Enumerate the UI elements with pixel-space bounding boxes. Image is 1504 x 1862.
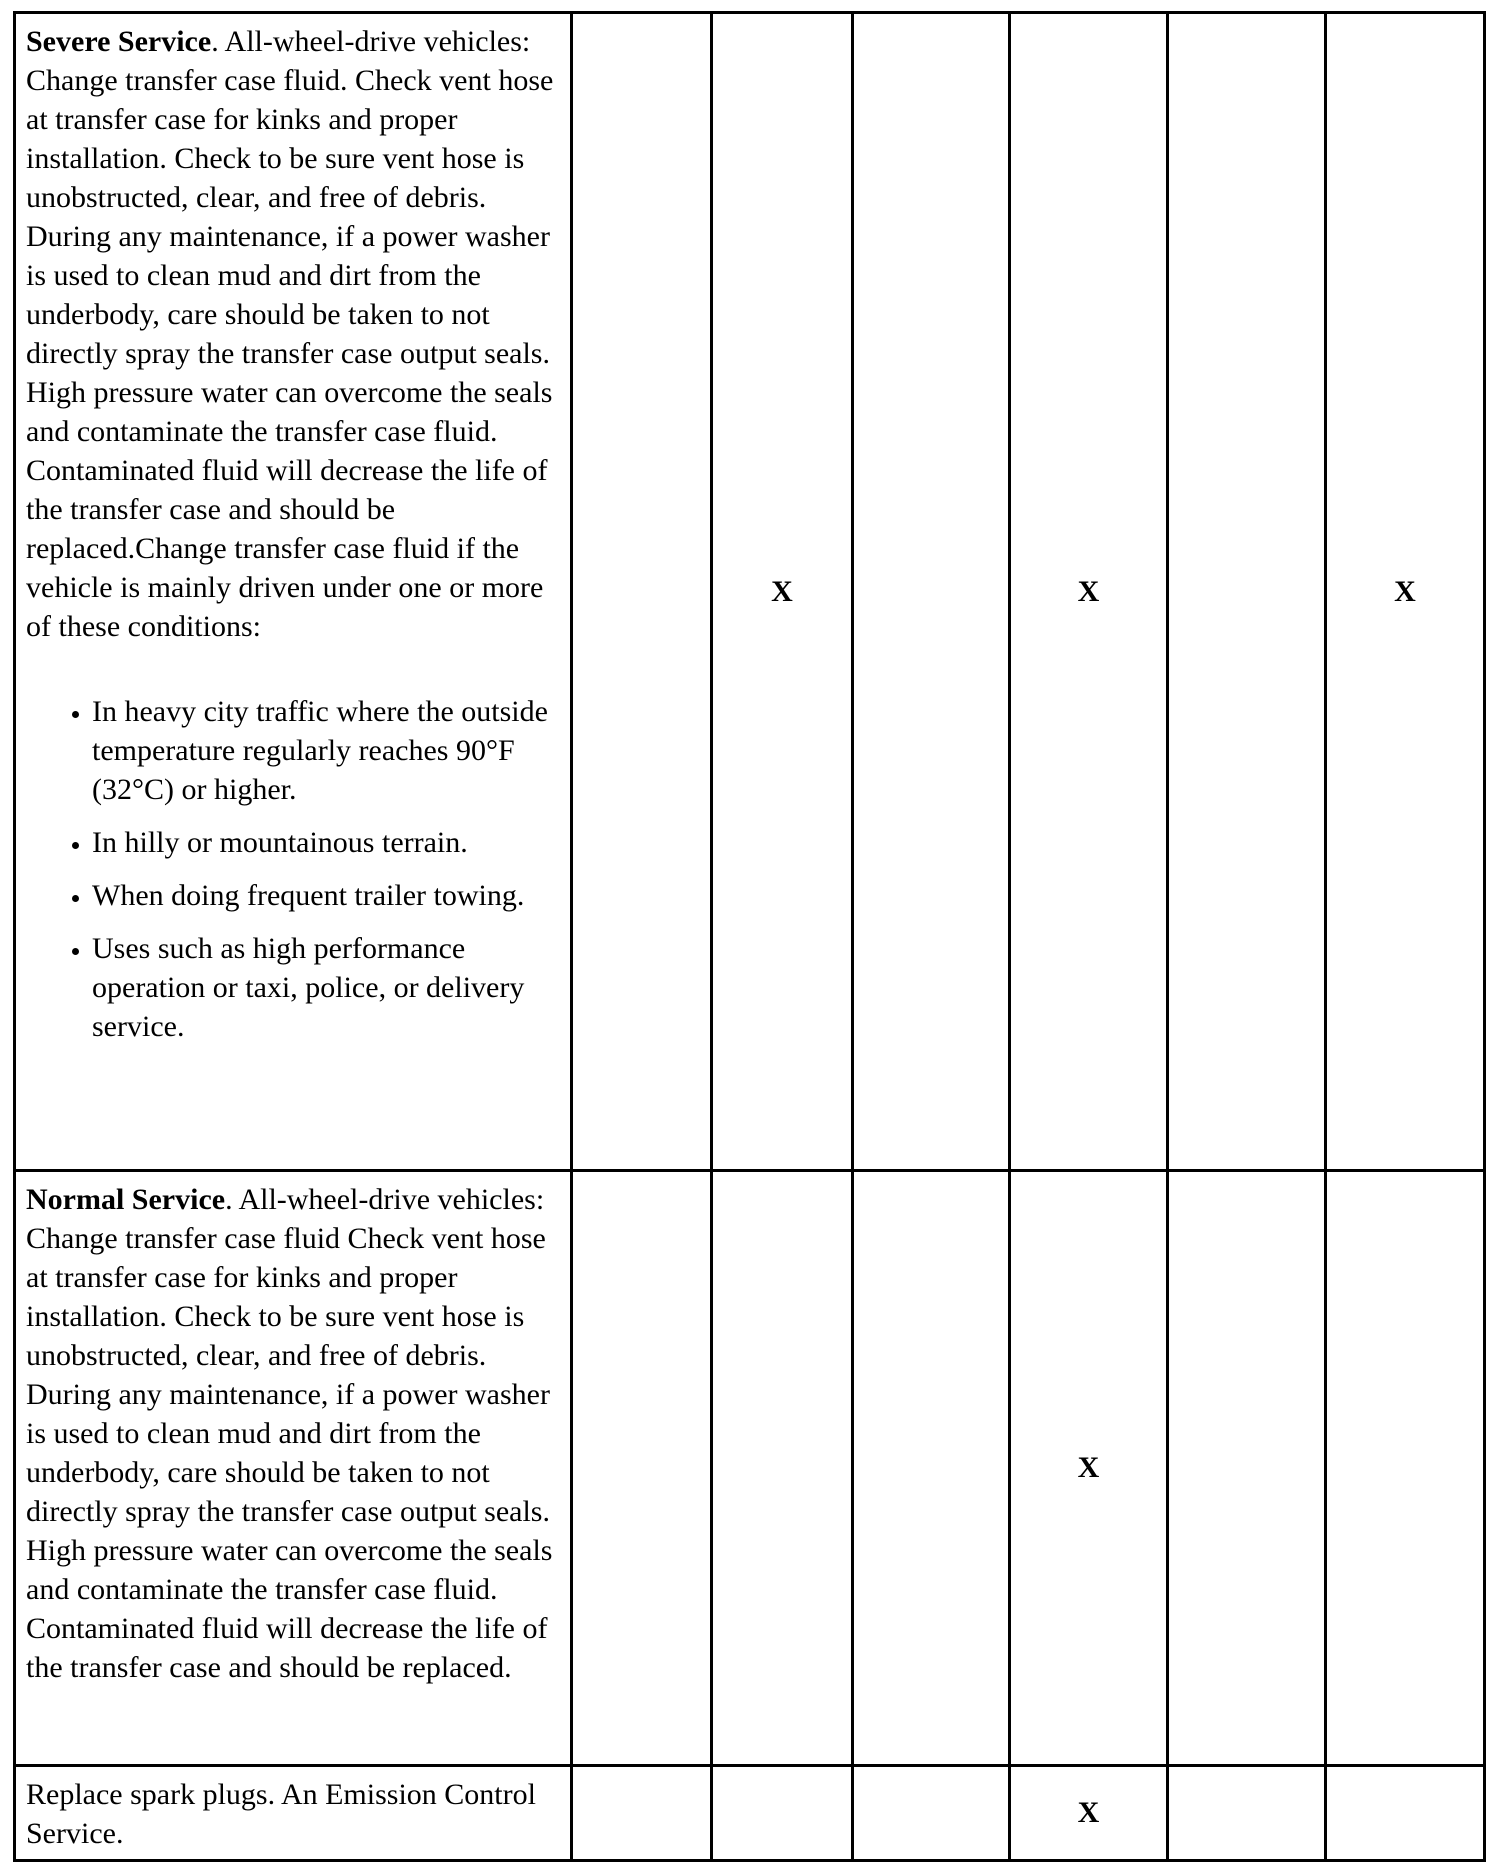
service-type-label: Normal Service xyxy=(26,1183,226,1216)
condition-item: • In hilly or mountainous terrain. xyxy=(92,823,562,862)
service-description xyxy=(15,13,572,1171)
interval-cell-6 xyxy=(1326,1171,1485,1766)
condition-item: • Uses such as high performance operation or taxi, police, or delivery service. xyxy=(92,929,562,1046)
interval-cell-5 xyxy=(1168,1766,1326,1861)
interval-cell-5 xyxy=(1168,1171,1326,1766)
interval-cell-1 xyxy=(572,13,712,1171)
service-type-label: Severe Service xyxy=(26,25,212,58)
conditions-list xyxy=(26,692,562,1046)
service-description-text: . All-wheel-drive vehicles: Change transfer case fluid Check vent hose at transfer case for kinks and proper installation. Check to be sure vent hose is unobstructed, clear, and free of debris. During any maintenance, if a power washer is used to clean mud and dirt from the underbody, care should be taken to not directly spray the transfer case output seals. High pressure water can overcome the seals and contaminate the transfer case fluid. Contaminated fluid will decrease the life of the transfer case and should be replaced. xyxy=(26,1183,553,1684)
maintenance-schedule-table xyxy=(13,11,1486,1862)
service-description xyxy=(15,1171,572,1766)
interval-cell-4: X xyxy=(1010,13,1168,1171)
interval-cell-2 xyxy=(712,1171,853,1766)
table-row-normal-service xyxy=(15,1171,1485,1766)
service-description xyxy=(15,1766,572,1861)
table-row-spark-plugs xyxy=(15,1766,1485,1861)
interval-cell-1 xyxy=(572,1171,712,1766)
interval-cell-3 xyxy=(853,1171,1010,1766)
service-description-text: . All-wheel-drive vehicles: Change transfer case fluid. Check vent hose at transfer case for kinks and proper installation. Check to be sure vent hose is unobstructed, clear, and free of debris. During any maintenance, if a power washer is used to clean mud and dirt from the underbody, care should be taken to not directly spray the transfer case output seals. High pressure water can overcome the seals and contaminate the transfer case fluid. Contaminated fluid will decrease the life of the transfer case and should be replaced.Change transfer case fluid if the vehicle is mainly driven under one or more of these conditions: xyxy=(26,25,554,643)
table-row-severe-service xyxy=(15,13,1485,1171)
service-description-text: Replace spark plugs. An Emission Control Service. xyxy=(26,1778,536,1850)
interval-cell-5 xyxy=(1168,13,1326,1171)
condition-item: • In heavy city traffic where the outside temperature regularly reaches 90°F (32°C) or higher. xyxy=(92,692,562,809)
condition-item: • When doing frequent trailer towing. xyxy=(92,876,562,915)
interval-cell-3 xyxy=(853,1766,1010,1861)
interval-cell-1 xyxy=(572,1766,712,1861)
interval-cell-6 xyxy=(1326,1766,1485,1861)
interval-cell-6: X xyxy=(1326,13,1485,1171)
interval-cell-2 xyxy=(712,1766,853,1861)
interval-cell-4: X xyxy=(1010,1171,1168,1766)
interval-cell-2: X xyxy=(712,13,853,1171)
interval-cell-3 xyxy=(853,13,1010,1171)
interval-cell-4: X xyxy=(1010,1766,1168,1861)
